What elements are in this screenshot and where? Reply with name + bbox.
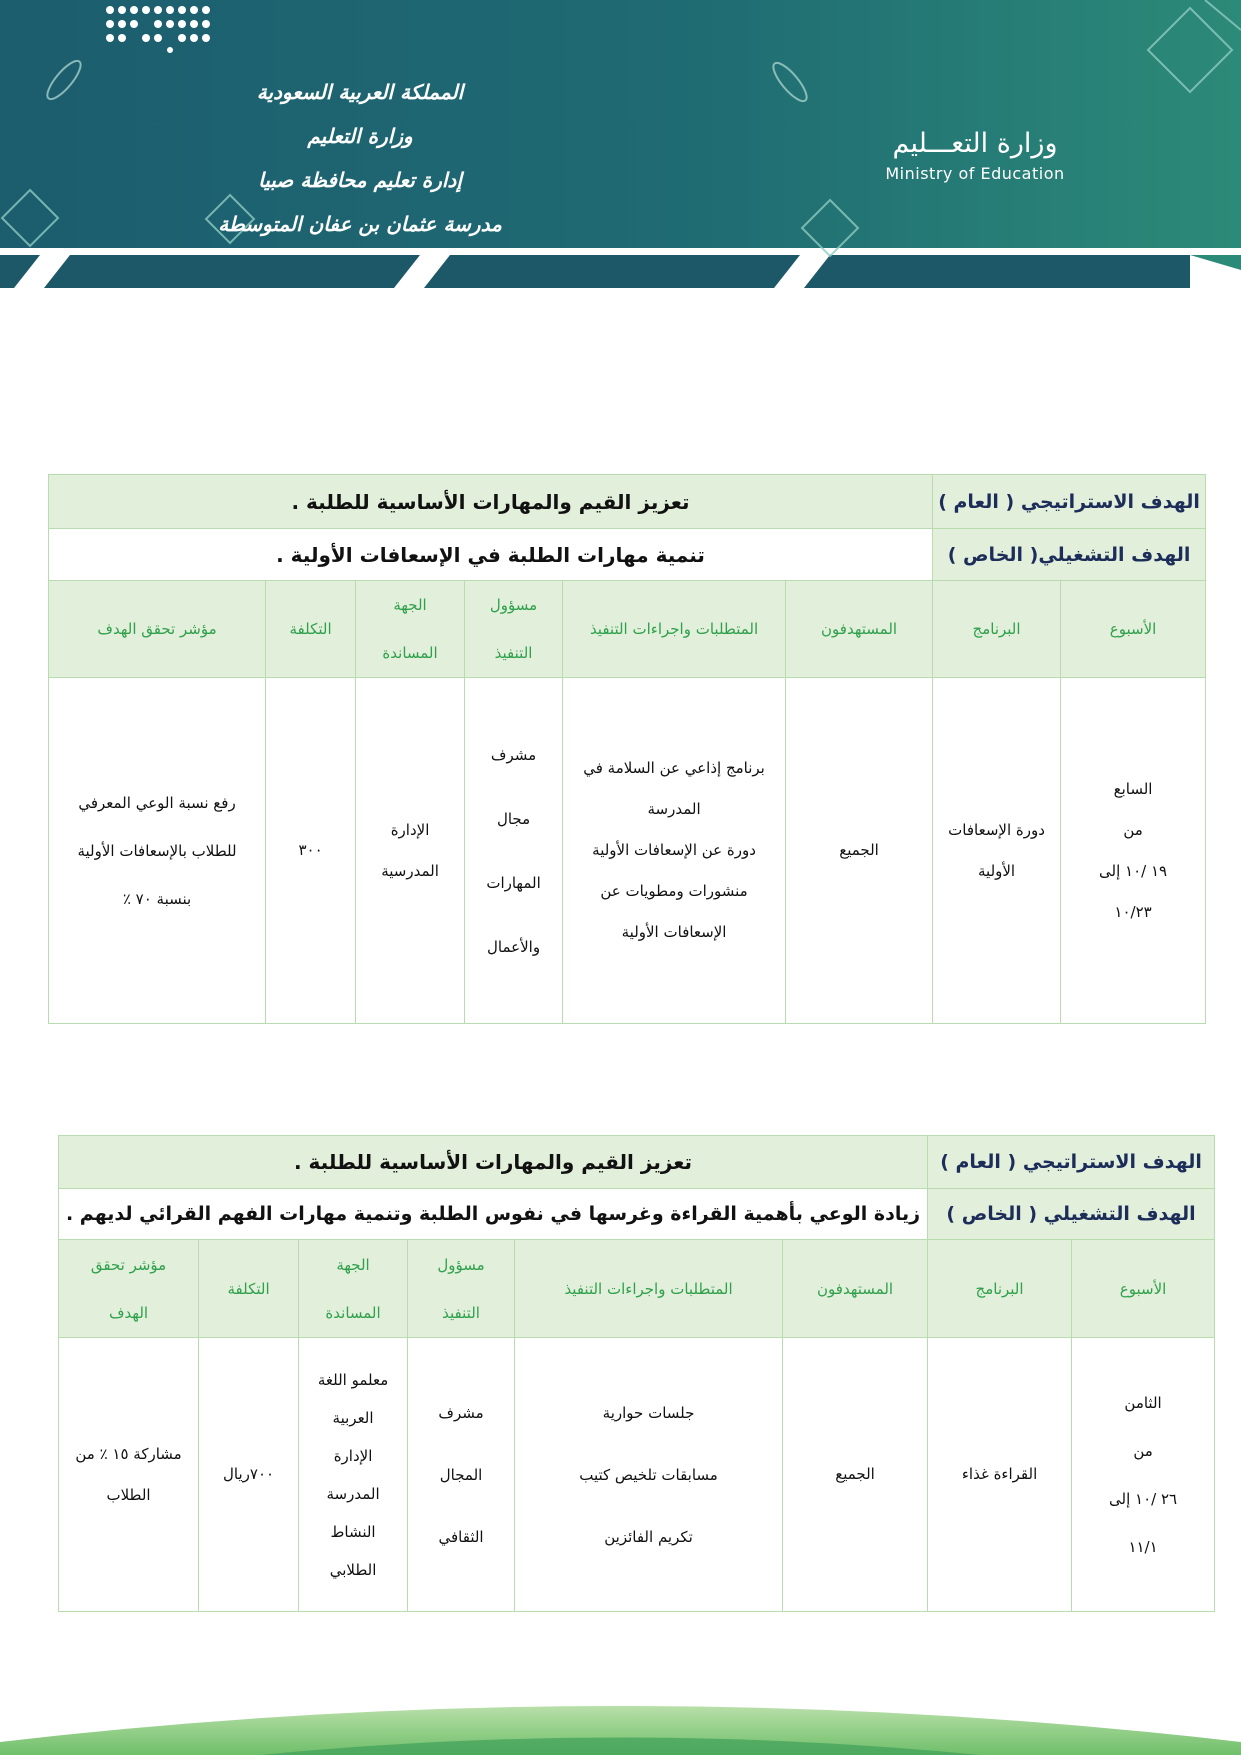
indicator-line: مشاركة ١٥ ٪ من [75, 1444, 182, 1463]
indicator-line: الطلاب [106, 1485, 151, 1504]
operational-goal-row [59, 1189, 1215, 1240]
program-cell: القراءة غذاء [928, 1338, 1072, 1612]
indicator-line: رفع نسبة الوعي المعرفي [78, 793, 236, 812]
ministry-logo-arabic: وزارة التعـــليم [892, 128, 1058, 159]
support-line: المدرسية [381, 861, 439, 880]
requirements-line: الإسعافات الأولية [621, 923, 727, 941]
week-line: من [1133, 1441, 1153, 1460]
requirements-line: برنامج إذاعي عن السلامة في [583, 759, 765, 777]
column-header-row [49, 581, 1206, 678]
target-cell: الجميع [786, 678, 933, 1024]
col-responsible-line: التنفيذ [494, 644, 533, 662]
week-line: ١٩ /١٠ إلى [1099, 861, 1168, 880]
footer-decoration [0, 1690, 1241, 1755]
plan-table-first-aid [48, 474, 1206, 1024]
program-line: دورة الإسعافات [948, 820, 1045, 839]
support-cell [356, 678, 465, 1024]
operational-goal-text: تنمية مهارات الطلبة في الإسعافات الأولية . [49, 529, 933, 581]
responsible-cell [465, 678, 563, 1024]
requirements-line: مسابقات تلخيص كتيب [579, 1465, 718, 1484]
table-row [59, 1338, 1215, 1612]
requirements-line: منشورات ومطويات عن [600, 882, 748, 900]
col-support [299, 1240, 408, 1338]
operational-goal-text: زيادة الوعي بأهمية القراءة وغرسها في نفوس الطلبة وتنمية مهارات الفهم القرائي لديهم . [59, 1189, 928, 1240]
responsible-line: المهارات [486, 873, 541, 892]
support-line: المدرسة [326, 1484, 380, 1503]
strategic-goal-row [49, 475, 1206, 529]
requirements-line: جلسات حوارية [602, 1403, 695, 1422]
col-support-line: المساندة [382, 644, 438, 662]
cost-cell: ٣٠٠ [266, 678, 356, 1024]
responsible-line: المجال [439, 1465, 483, 1484]
responsible-line: والأعمال [487, 937, 541, 956]
col-cost: التكلفة [199, 1240, 299, 1338]
responsible-cell [408, 1338, 515, 1612]
col-responsible [465, 581, 563, 678]
ministry-title: وزارة التعليم [307, 124, 413, 148]
col-indicator [59, 1240, 199, 1338]
col-responsible-line: مسؤول [489, 596, 538, 614]
col-support-line: الجهة [336, 1255, 370, 1274]
col-program: البرنامج [928, 1240, 1072, 1338]
col-support-line: الجهة [393, 596, 427, 614]
week-line: من [1123, 820, 1143, 839]
strategic-goal-text: تعزيز القيم والمهارات الأساسية للطلبة . [49, 475, 933, 529]
week-cell [1061, 678, 1206, 1024]
responsible-line: الثقافي [438, 1527, 484, 1546]
col-program: البرنامج [933, 581, 1061, 678]
responsible-line: مشرف [438, 1403, 484, 1422]
operational-goal-label: الهدف التشغيلي ( الخاص ) [928, 1189, 1215, 1240]
responsible-line: مشرف [490, 745, 537, 764]
support-line: الطلابي [329, 1560, 377, 1579]
col-week: الأسبوع [1061, 581, 1206, 678]
target-cell: الجميع [783, 1338, 928, 1612]
requirements-line: المدرسة [647, 800, 701, 818]
program-cell [933, 678, 1061, 1024]
col-target: المستهدفون [783, 1240, 928, 1338]
operational-goal-row [49, 529, 1206, 581]
column-header-row [59, 1240, 1215, 1338]
col-requirements: المتطلبات واجراءات التنفيذ [515, 1240, 783, 1338]
week-cell [1072, 1338, 1215, 1612]
ministry-logo-icon [0, 0, 300, 130]
strategic-goal-row [59, 1136, 1215, 1189]
indicator-cell [59, 1338, 199, 1612]
requirements-cell [515, 1338, 783, 1612]
cost-cell: ٧٠٠ريال [199, 1338, 299, 1612]
col-responsible [408, 1240, 515, 1338]
header-banner [0, 0, 1241, 290]
indicator-line: بنسبة ٧٠ ٪ [122, 889, 192, 908]
col-indicator-line: الهدف [108, 1303, 149, 1322]
requirements-line: تكريم الفائزين [604, 1527, 693, 1546]
support-line: النشاط [330, 1522, 376, 1541]
table-row [49, 678, 1206, 1024]
col-support [356, 581, 465, 678]
col-cost: التكلفة [266, 581, 356, 678]
ministry-logo-english: Ministry of Education [885, 164, 1065, 183]
indicator-cell [49, 678, 266, 1024]
school-title: مدرسة عثمان بن عفان المتوسطة [218, 212, 502, 236]
kingdom-title: المملكة العربية السعودية [256, 80, 464, 104]
program-line: الأولية [978, 861, 1016, 880]
col-responsible-line: مسؤول [437, 1255, 485, 1274]
col-responsible-line: التنفيذ [442, 1303, 480, 1322]
col-support-line: المساندة [325, 1303, 381, 1322]
responsible-line: مجال [496, 809, 531, 828]
support-cell [299, 1338, 408, 1612]
week-line: السابع [1113, 779, 1153, 798]
requirements-cell [563, 678, 786, 1024]
col-requirements: المتطلبات واجراءات التنفيذ [563, 581, 786, 678]
requirements-line: دورة عن الإسعافات الأولية [592, 841, 756, 859]
col-week: الأسبوع [1072, 1240, 1215, 1338]
support-line: معلمو اللغة [317, 1370, 389, 1389]
week-line: ٢٦ /١٠ إلى [1109, 1489, 1178, 1508]
col-indicator: مؤشر تحقق الهدف [49, 581, 266, 678]
directorate-title: إدارة تعليم محافظة صبيا [258, 168, 462, 192]
week-line: ١١/١ [1128, 1537, 1158, 1556]
col-target: المستهدفون [786, 581, 933, 678]
support-line: الإدارة [333, 1446, 373, 1465]
indicator-line: للطلاب بالإسعافات الأولية [77, 841, 237, 860]
week-line: الثامن [1124, 1393, 1162, 1412]
support-line: الإدارة [390, 820, 430, 839]
operational-goal-label: الهدف التشغيلي( الخاص ) [933, 529, 1206, 581]
strategic-goal-label: الهدف الاستراتيجي ( العام ) [933, 475, 1206, 529]
strategic-goal-text: تعزيز القيم والمهارات الأساسية للطلبة . [59, 1136, 928, 1189]
strategic-goal-label: الهدف الاستراتيجي ( العام ) [928, 1136, 1215, 1189]
col-indicator-line: مؤشر تحقق [90, 1255, 167, 1274]
week-line: ١٠/٢٣ [1114, 902, 1152, 921]
plan-table-reading [58, 1135, 1215, 1612]
support-line: العربية [332, 1408, 374, 1427]
